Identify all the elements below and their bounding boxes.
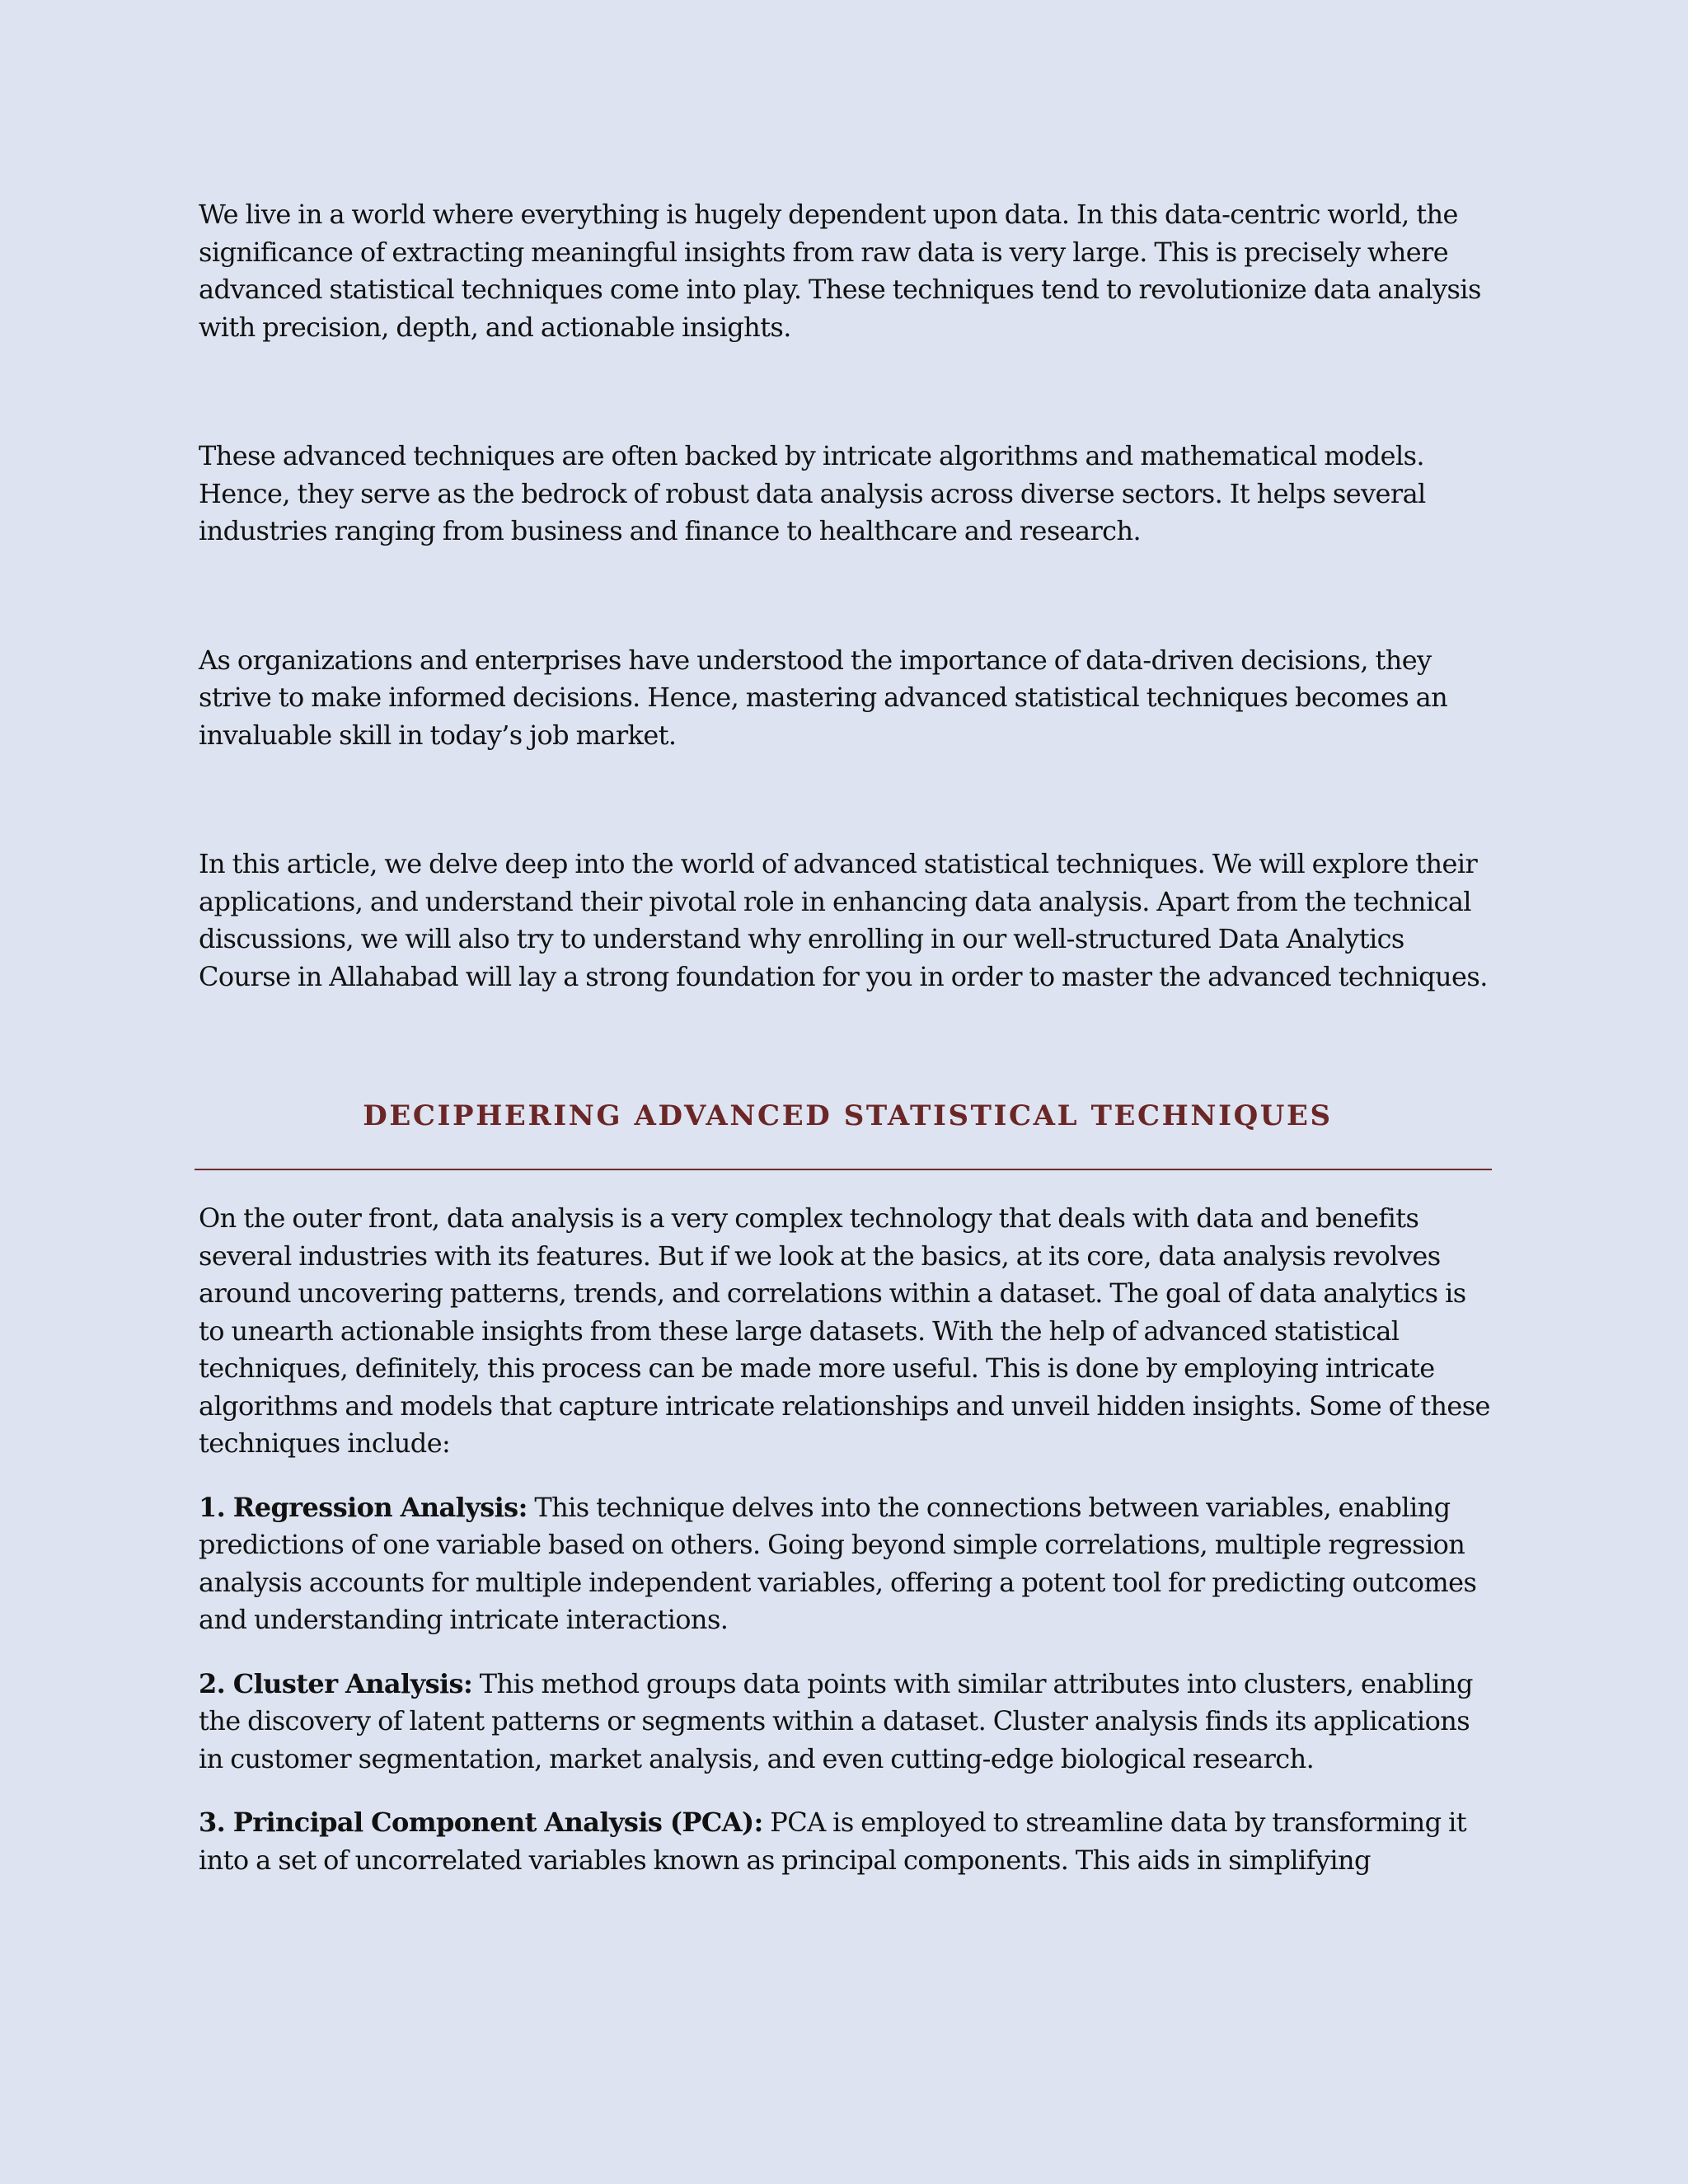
intro-paragraph: These advanced techniques are often backed by intricate algorithms and mathematical models. Hence, they serve as the bedrock of robust data analysis across diverse sectors. It helps several industries ranging from business and finance to healthcare and research.	[199, 440, 1426, 546]
technique-label: 2. Cluster Analysis:	[199, 1667, 473, 1699]
technique-label: 3. Principal Component Analysis (PCA):	[199, 1807, 763, 1838]
intro-paragraph: In this article, we delve deep into the world of advanced statistical techniques. We will explore their applications, and understand their pivotal role in enhancing data analysis. Apart from the technical discussions, we will also try to understand why enrolling in our well-structured Data Analytics Course in Allahabad will lay a strong foundation for you in order to master the advanced techniques.	[199, 848, 1488, 992]
intro-paragraph: We live in a world where everything is hugely dependent upon data. In this data-centric world, the significance of extracting meaningful insights from raw data is very large. This is precisely where advanced statistical techniques come into play. These techniques tend to revolutionize data analysis with precision, depth, and actionable insights.	[199, 199, 1481, 343]
section-intro-paragraph: On the outer front, data analysis is a very complex technology that deals with data and benefits several industries with its features. But if we look at the basics, at its core, data analysis revolves around uncovering patterns, trends, and correlations within a dataset. The goal of data analytics is to unearth actionable insights from these large datasets. With the help of advanced statistical techniques, definitely, this process can be made more useful. This is done by employing intricate algorithms and models that capture intricate relationships and unveil hidden insights. Some of these techniques include:	[199, 1202, 1490, 1459]
technique-item-pca	[199, 1804, 1497, 1879]
document-content	[199, 196, 1497, 1905]
section-body	[199, 1200, 1497, 1879]
technique-description: This technique delves into the connections between variables, enabling predictions of one variable based on others. Going beyond simple correlations, multiple regression analysis accounts for multiple independent variables, offering a potent tool for predicting outcomes and understanding intricate interactions.	[199, 1491, 1477, 1635]
heading-divider	[195, 1169, 1492, 1170]
section-heading: DECIPHERING ADVANCED STATISTICAL TECHNIQUES	[363, 1099, 1333, 1132]
technique-item-regression	[199, 1489, 1497, 1639]
technique-description: PCA is employed to streamline data by transforming it into a set of uncorrelated variables known as principal components. This aids in simplifying	[199, 1807, 1466, 1876]
technique-description: This method groups data points with similar attributes into clusters, enabling the discovery of latent patterns or segments within a dataset. Cluster analysis finds its applications in customer segmentation, market analysis, and even cutting-edge biological research.	[199, 1667, 1473, 1774]
technique-item-cluster	[199, 1666, 1497, 1779]
technique-label: 1. Regression Analysis:	[199, 1491, 528, 1523]
intro-paragraph: As organizations and enterprises have understood the importance of data-driven decisions, they strive to make informed decisions. Hence, mastering advanced statistical techniques becomes an invaluable skill in today’s job market.	[199, 644, 1448, 751]
